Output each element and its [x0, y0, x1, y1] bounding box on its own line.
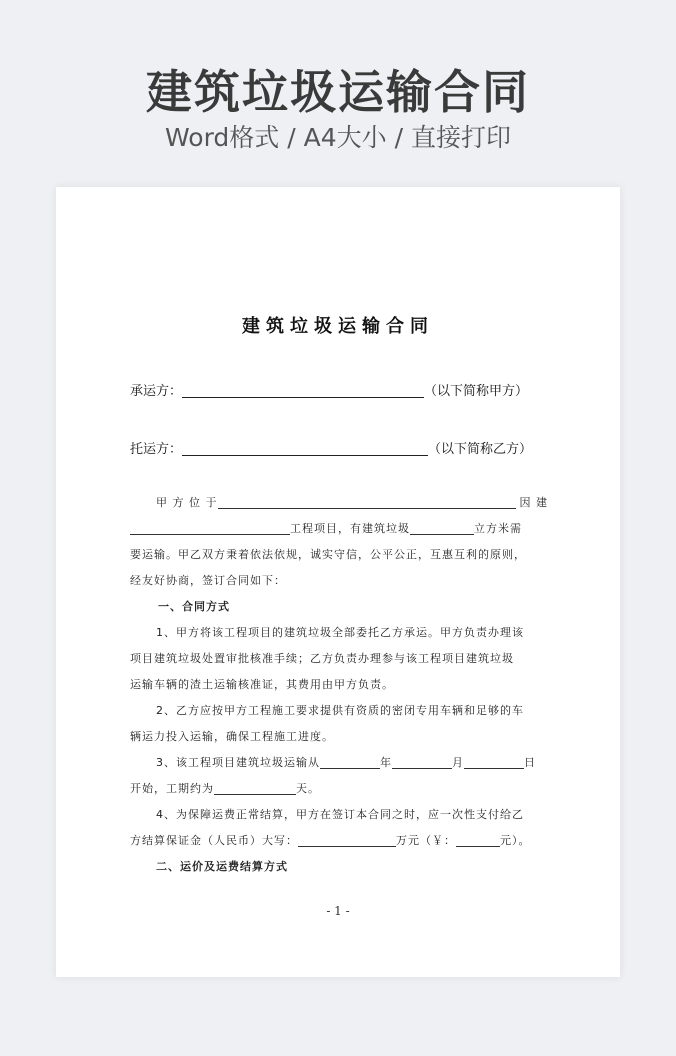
shipper-blank[interactable] [182, 441, 428, 456]
shipper-line [130, 438, 532, 457]
deposit-amount-blank[interactable] [456, 834, 500, 847]
carrier-label: 承运方： [130, 384, 183, 399]
clause-2-line-1: 2、乙方应按甲方工程施工要求提供有资质的密闭专用车辆和足够的车 [156, 704, 524, 717]
clause-4-line-2 [130, 832, 531, 848]
intro-line-3: 要运输。甲乙双方秉着依法依规，诚实守信，公平公正，互惠互利的原则， [130, 548, 526, 561]
clause-text: 元）。 [500, 834, 531, 847]
banner-title: 建筑垃圾运输合同 [146, 65, 530, 119]
clause-text: 开始，工期约为 [130, 782, 214, 795]
shipper-label: 托运方： [130, 442, 183, 457]
document-title: 建筑垃圾运输合同 [242, 316, 434, 337]
day-label: 日 [524, 756, 536, 769]
intro-line-4: 经友好协商，签订合同如下： [130, 574, 286, 587]
section-1-heading: 一、合同方式 [158, 600, 230, 613]
carrier-suffix: （以下简称甲方） [424, 384, 529, 399]
intro-text: 立方米需 [474, 522, 522, 535]
intro-line-2 [130, 520, 522, 536]
clause-1-line-3: 运输车辆的渣土运输核准证，其费用由甲方负责。 [130, 678, 394, 691]
duration-blank[interactable] [214, 782, 296, 795]
clause-text: 万元（￥： [396, 834, 456, 847]
days-label: 天。 [296, 782, 320, 795]
clause-text: 3、该工程项目建筑垃圾运输从 [156, 756, 320, 769]
intro-line-1 [156, 494, 548, 510]
clause-3-line-1 [156, 754, 536, 770]
year-label: 年 [380, 756, 392, 769]
clause-1-line-1: 1、甲方将该工程项目的建筑垃圾全部委托乙方承运。甲方负责办理该 [156, 626, 524, 639]
carrier-line [130, 380, 528, 399]
year-blank[interactable] [320, 756, 380, 769]
month-label: 月 [452, 756, 464, 769]
location-blank[interactable] [218, 496, 516, 509]
clause-4-line-1: 4、为保障运费正常结算，甲方在签订本合同之时，应一次性支付给乙 [156, 808, 524, 821]
deposit-words-blank[interactable] [298, 834, 396, 847]
intro-text: 因 建 [519, 496, 548, 509]
carrier-blank[interactable] [182, 383, 424, 398]
page-number: - 1 - [326, 904, 350, 918]
clause-3-line-2 [130, 780, 320, 796]
section-2-heading: 二、运价及运费结算方式 [156, 860, 288, 873]
day-blank[interactable] [464, 756, 524, 769]
volume-blank[interactable] [410, 522, 474, 535]
clause-text: 方结算保证金（人民币）大写： [130, 834, 298, 847]
shipper-suffix: （以下简称乙方） [428, 442, 533, 457]
intro-text: 工程项目，有建筑垃圾 [290, 522, 410, 535]
clause-2-line-2: 辆运力投入运输，确保工程施工进度。 [130, 730, 334, 743]
month-blank[interactable] [392, 756, 452, 769]
intro-text: 甲 方 位 于 [156, 496, 218, 509]
clause-1-line-2: 项目建筑垃圾处置审批核准手续；乙方负责办理参与该工程项目建筑垃圾 [130, 652, 514, 665]
banner-subtitle: Word格式 / A4大小 / 直接打印 [165, 123, 511, 152]
project-blank[interactable] [130, 522, 290, 535]
